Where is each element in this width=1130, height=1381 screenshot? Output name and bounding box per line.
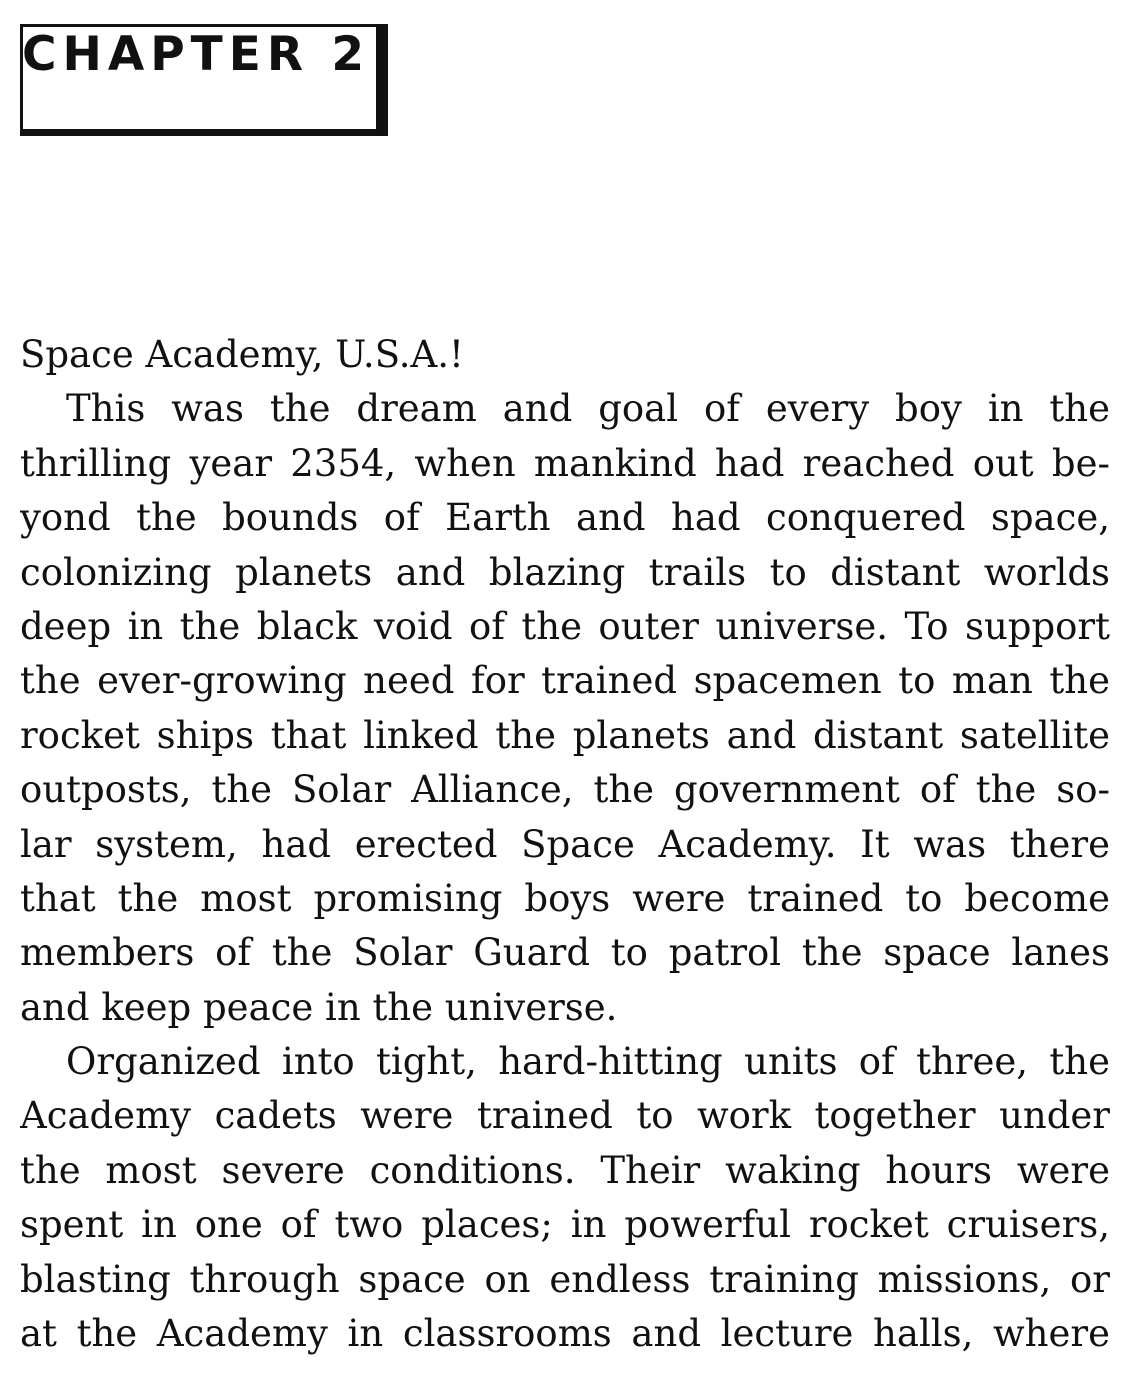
body-text [20, 328, 1110, 1361]
text-line: colonizing planets and blazing trails to distant worlds [20, 550, 1110, 594]
text-line: the most severe conditions. Their waking hours were [20, 1148, 1110, 1192]
text-line: deep in the black void of the outer universe. To support [20, 604, 1110, 648]
text-line: This was the dream and goal of every boy in the [66, 387, 1110, 431]
text-line: Organized into tight, hard-hitting units of three, the [66, 1040, 1110, 1084]
text-line: outposts, the Solar Alliance, the government of the so- [20, 768, 1110, 812]
text-line: lar system, had erected Space Academy. It was there [20, 822, 1110, 866]
text-line: members of the Solar Guard to patrol the space lanes [20, 931, 1110, 975]
text-line: spent in one of two places; in powerful rocket cruisers, [20, 1203, 1110, 1247]
text-line: that the most promising boys were trained to become [20, 876, 1110, 920]
text-line: at the Academy in classrooms and lecture halls, where [20, 1312, 1110, 1356]
text-line: blasting through space on endless training missions, or [20, 1257, 1110, 1301]
text-line: Academy cadets were trained to work together under [20, 1094, 1110, 1138]
text-line: thrilling year 2354, when mankind had reached out be- [20, 441, 1110, 485]
chapter-title: CHAPTER 2 [22, 27, 371, 82]
text-line: and keep peace in the universe. [20, 985, 618, 1029]
text-line: the ever-growing need for trained spacemen to man the [20, 659, 1110, 703]
text-line: yond the bounds of Earth and had conquered space, [20, 496, 1110, 540]
text-line: rocket ships that linked the planets and distant satellite [20, 713, 1110, 757]
text-line: Space Academy, U.S.A.! [20, 333, 464, 376]
